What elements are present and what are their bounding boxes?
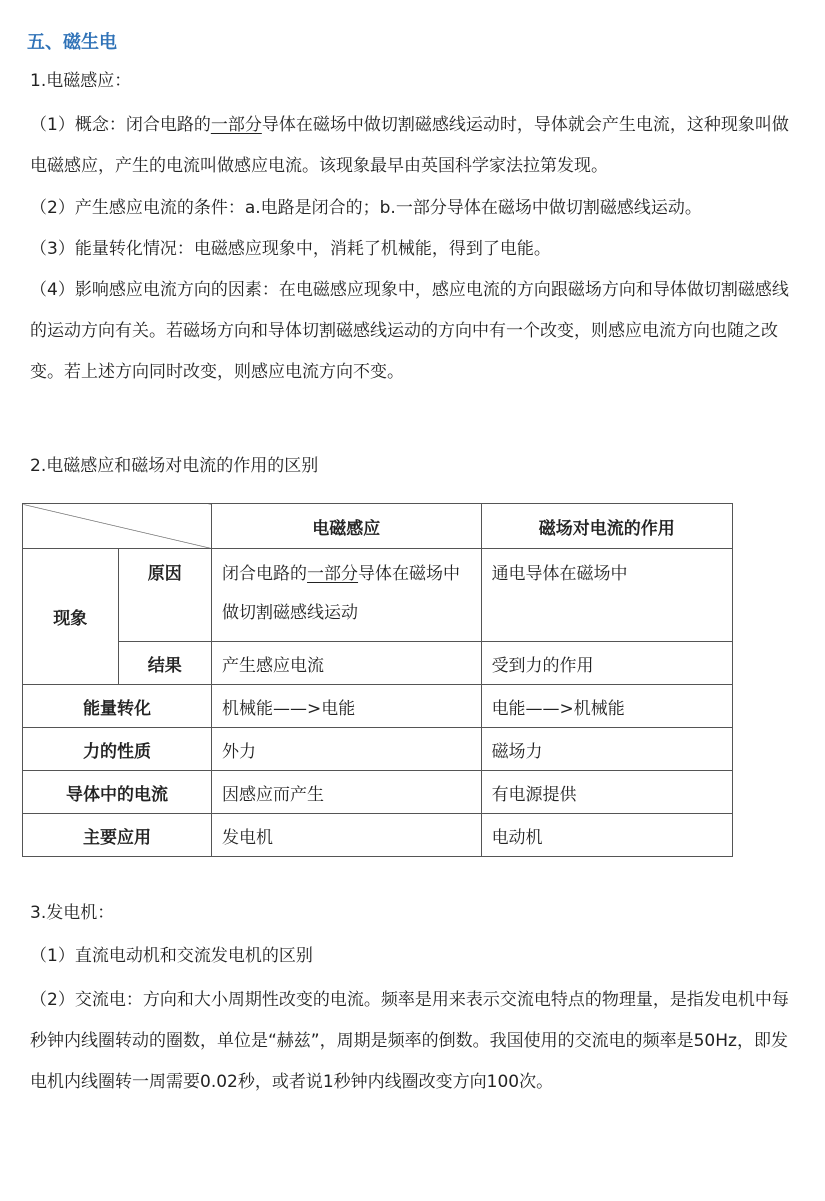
cell-result-induction: 产生感应电流 — [212, 642, 482, 685]
row-label-force-nature: 力的性质 — [23, 728, 212, 771]
table-row — [23, 685, 733, 728]
row-label-application: 主要应用 — [23, 814, 212, 857]
s3-difference-paragraph: （1）直流电动机和交流发电机的区别 — [30, 946, 313, 966]
cell-force-nature-force: 磁场力 — [481, 728, 732, 771]
cause-a-post: 导体在磁场中做切割磁感线运动 — [222, 564, 461, 623]
cell-cause-induction — [212, 549, 482, 642]
table-row — [23, 771, 733, 814]
table-row — [23, 728, 733, 771]
s1-condition-paragraph: （2）产生感应电流的条件：a.电路是闭合的；b.一部分导体在磁场中做切割磁感线运动。 — [30, 198, 702, 218]
s1-energy-paragraph: （3）能量转化情况：电磁感应现象中，消耗了机械能，得到了电能。 — [30, 239, 551, 259]
row-label-result: 结果 — [118, 642, 212, 685]
diagonal-corner-cell — [23, 504, 212, 549]
section-title: 五、磁生电 — [27, 32, 117, 53]
cell-energy-force: 电能——>机械能 — [481, 685, 732, 728]
s1-heading: 1.电磁感应： — [30, 71, 132, 91]
group-label-phenomenon: 现象 — [23, 549, 119, 685]
row-label-current: 导体中的电流 — [23, 771, 212, 814]
cause-a-pre: 闭合电路的 — [222, 564, 308, 584]
table-row — [23, 549, 733, 642]
s3-heading: 3.发电机： — [30, 903, 115, 923]
col-header-induction: 电磁感应 — [212, 504, 482, 549]
row-label-energy: 能量转化 — [23, 685, 212, 728]
s2-heading: 2.电磁感应和磁场对电流的作用的区别 — [30, 456, 319, 476]
s3-ac-paragraph: （2）交流电：方向和大小周期性改变的电流。频率是用来表示交流电特点的物理量，是指发电机中每秒钟内线圈转动的圈数，单位是“赫兹”，周期是频率的倒数。我国使用的交流电的频率是50Hz，即发电机内线圈转一周需要0.02秒，或者说1秒钟内线圈改变方向100次。 — [30, 990, 789, 1092]
s1-concept-rest: 导体在磁场中做切割磁感线运动时，导体就会产生电流，这种现象叫做电磁感应，产生的电流叫做感应电流。该现象最早由英国科学家法拉第发现。 — [30, 115, 789, 176]
col-header-force: 磁场对电流的作用 — [481, 504, 732, 549]
cell-current-force: 有电源提供 — [481, 771, 732, 814]
s1-concept-paragraph — [30, 105, 790, 187]
cell-application-induction: 发电机 — [212, 814, 482, 857]
cell-energy-induction: 机械能——>电能 — [212, 685, 482, 728]
table-header-row — [23, 504, 733, 549]
table-row — [23, 642, 733, 685]
cell-result-force: 受到力的作用 — [481, 642, 732, 685]
cell-current-induction: 因感应而产生 — [212, 771, 482, 814]
table-row — [23, 814, 733, 857]
s1-concept-underlined: 一部分 — [210, 115, 262, 135]
row-label-cause: 原因 — [118, 549, 212, 642]
s1-direction-paragraph: （4）影响感应电流方向的因素：在电磁感应现象中，感应电流的方向跟磁场方向和导体做切割磁感线的运动方向有关。若磁场方向和导体切割磁感线运动的方向中有一个改变，则感应电流方向也随之改变。若上述方向同时改变，则感应电流方向不变。 — [30, 280, 789, 382]
cause-a-underlined: 一部分 — [307, 564, 359, 584]
comparison-table — [22, 503, 733, 857]
s1-concept-lead: （1）概念：闭合电路的 — [30, 115, 211, 135]
cell-cause-force: 通电导体在磁场中 — [481, 549, 732, 642]
cell-application-force: 电动机 — [481, 814, 732, 857]
cell-force-nature-induction: 外力 — [212, 728, 482, 771]
